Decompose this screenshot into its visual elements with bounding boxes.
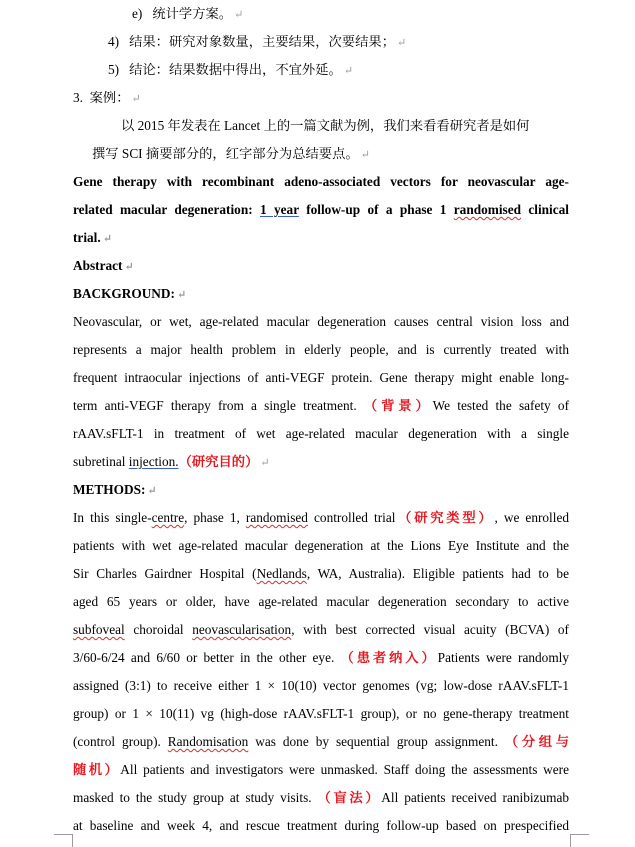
body-text: represents a major health problem in elderly people, and is currently treated with xyxy=(73,342,569,357)
title-text: clinical xyxy=(521,202,569,217)
body-text: , phase 1, xyxy=(184,510,246,525)
body-line xyxy=(73,509,569,527)
intro-text: 以 2015 年发表在 Lancet 上的一篇文献为例，我们来看看研究者是如何 xyxy=(121,118,530,133)
body-text: All patients and investigators were unmasked. Staff doing the assessments were xyxy=(120,762,570,777)
body-line xyxy=(73,789,569,807)
list-text: 统计学方案。 xyxy=(152,6,233,21)
list-number: 4) xyxy=(108,34,120,49)
title-text: trial. xyxy=(73,230,101,245)
paragraph-mark: ↵ xyxy=(260,457,270,469)
list-item xyxy=(108,33,604,52)
list-number: 5) xyxy=(108,62,120,77)
paragraph-mark: ↵ xyxy=(176,289,187,301)
body-text: , we enrolled xyxy=(494,510,569,525)
body-text: injection. xyxy=(128,454,179,469)
body-text: rAAV.sFLT-1 in treatment of wet age-related macular degeneration with a single xyxy=(73,426,569,441)
body-line xyxy=(73,761,569,779)
body-text: 3/60-6/24 and 6/60 or better in the other eye. xyxy=(73,650,335,665)
summary-tag: （研究目的） xyxy=(178,454,259,469)
section-heading xyxy=(73,89,569,108)
body-line xyxy=(73,621,569,639)
list-number: e) xyxy=(132,6,143,21)
paragraph-mark: ↵ xyxy=(131,93,141,105)
body-line xyxy=(73,313,569,331)
heading-text: METHODS: xyxy=(73,482,146,497)
body-line xyxy=(73,593,569,611)
body-line xyxy=(73,537,569,555)
body-text: aged 65 years or older, have age-related macular degeneration secondary to active xyxy=(73,594,569,609)
body-text: randomised xyxy=(245,510,308,525)
methods-heading xyxy=(73,481,569,500)
title-text: follow-up of a phase 1 xyxy=(298,202,454,217)
body-text: was done by sequential group assignment. xyxy=(248,734,498,749)
title-text: Gene therapy with recombinant adeno-associated vectors for neovascular age- xyxy=(73,174,569,189)
margin-corner-mark xyxy=(570,834,589,847)
body-line xyxy=(73,453,569,472)
list-text: 结果：研究对象数量，主要结果，次要结果； xyxy=(129,34,395,49)
body-line xyxy=(73,733,569,751)
summary-tag: （盲法） xyxy=(317,790,382,805)
body-text: , with best corrected visual acuity (BCVA) of xyxy=(291,622,569,637)
body-text: at baseline and week 4, and rescue treatment during follow-up based on prespecified xyxy=(73,818,569,833)
paragraph-mark: ↵ xyxy=(234,9,244,21)
article-title-line xyxy=(73,173,569,191)
body-text: Nedlands xyxy=(256,566,307,581)
body-line xyxy=(73,341,569,359)
paragraph-mark: ↵ xyxy=(343,65,354,77)
heading-text: BACKGROUND: xyxy=(73,286,175,301)
title-text: randomised xyxy=(453,202,522,217)
body-text: patients with wet age-related macular degeneration at the Lions Eye Institute and the xyxy=(73,538,569,553)
body-text: (control group). xyxy=(73,734,168,749)
body-text: term anti-VEGF therapy from a single treatment. xyxy=(73,398,357,413)
summary-tag: （研究类型） xyxy=(395,510,495,525)
list-text: 结论：结果数据中得出，不宜外延。 xyxy=(129,62,342,77)
background-heading xyxy=(73,285,569,304)
article-title-line xyxy=(73,229,569,248)
body-text: assigned (3:1) to receive either 1 × 10(10) vector genomes (vg; low-dose rAAV.sFLT-1 xyxy=(73,678,569,693)
body-line xyxy=(73,397,569,415)
list-item xyxy=(132,5,628,24)
abstract-heading xyxy=(73,257,569,276)
body-text: choroidal xyxy=(124,622,193,637)
body-line xyxy=(73,677,569,695)
intro-line xyxy=(92,145,588,164)
body-text: , WA, Australia). Eligible patients had to be xyxy=(306,566,569,581)
body-text: neovascularisation xyxy=(192,622,292,637)
body-line xyxy=(73,705,569,723)
paragraph-mark: ↵ xyxy=(397,37,407,49)
summary-tag: （背景） xyxy=(363,398,433,413)
body-line xyxy=(73,565,569,583)
paragraph-mark: ↵ xyxy=(102,233,112,245)
body-text: Patients were randomly xyxy=(437,650,570,665)
summary-tag: （分组与 xyxy=(504,734,570,749)
section-number: 3. xyxy=(73,90,83,105)
summary-tag: （患者纳入） xyxy=(340,650,438,665)
body-line xyxy=(73,649,569,667)
body-line xyxy=(73,425,569,443)
summary-tag: 随机） xyxy=(73,762,121,777)
section-label: 案例： xyxy=(89,90,130,105)
body-text: Neovascular, or wet, age-related macular degeneration causes central vision loss and xyxy=(73,314,569,329)
list-item xyxy=(108,61,604,80)
body-text: subretinal xyxy=(73,454,129,469)
title-text: related macular degeneration: xyxy=(73,202,260,217)
body-text: group) or 1 × 10(11) vg (high-dose rAAV.sFLT-1 group), or no gene-therapy treatment xyxy=(73,706,569,721)
intro-text: 撰写 SCI 摘要部分的，红字部分为总结要点。 xyxy=(92,146,359,161)
paragraph-mark: ↵ xyxy=(360,149,370,161)
body-text: All patients received ranibizumab xyxy=(381,790,569,805)
body-text: frequent intraocular injections of anti-VEGF protein. Gene therapy might enable long- xyxy=(73,370,569,385)
body-text: We tested the safety of xyxy=(432,398,569,413)
title-text: 1 year xyxy=(260,202,299,217)
paragraph-mark: ↵ xyxy=(124,261,134,273)
body-line xyxy=(73,369,569,387)
body-text: subfoveal xyxy=(73,622,125,637)
margin-corner-mark xyxy=(54,834,73,847)
body-text: In this single- xyxy=(73,510,152,525)
article-title-line xyxy=(73,201,569,219)
body-text: controlled trial xyxy=(307,510,396,525)
body-text: masked to the study group at study visits. xyxy=(73,790,312,805)
abstract-label: Abstract xyxy=(73,258,123,273)
paragraph-mark: ↵ xyxy=(147,485,157,497)
body-line xyxy=(73,817,569,835)
body-text: Randomisation xyxy=(167,734,249,749)
body-text: centre xyxy=(151,510,185,525)
body-text: Sir Charles Gairdner Hospital ( xyxy=(73,566,257,581)
intro-line xyxy=(121,117,570,135)
